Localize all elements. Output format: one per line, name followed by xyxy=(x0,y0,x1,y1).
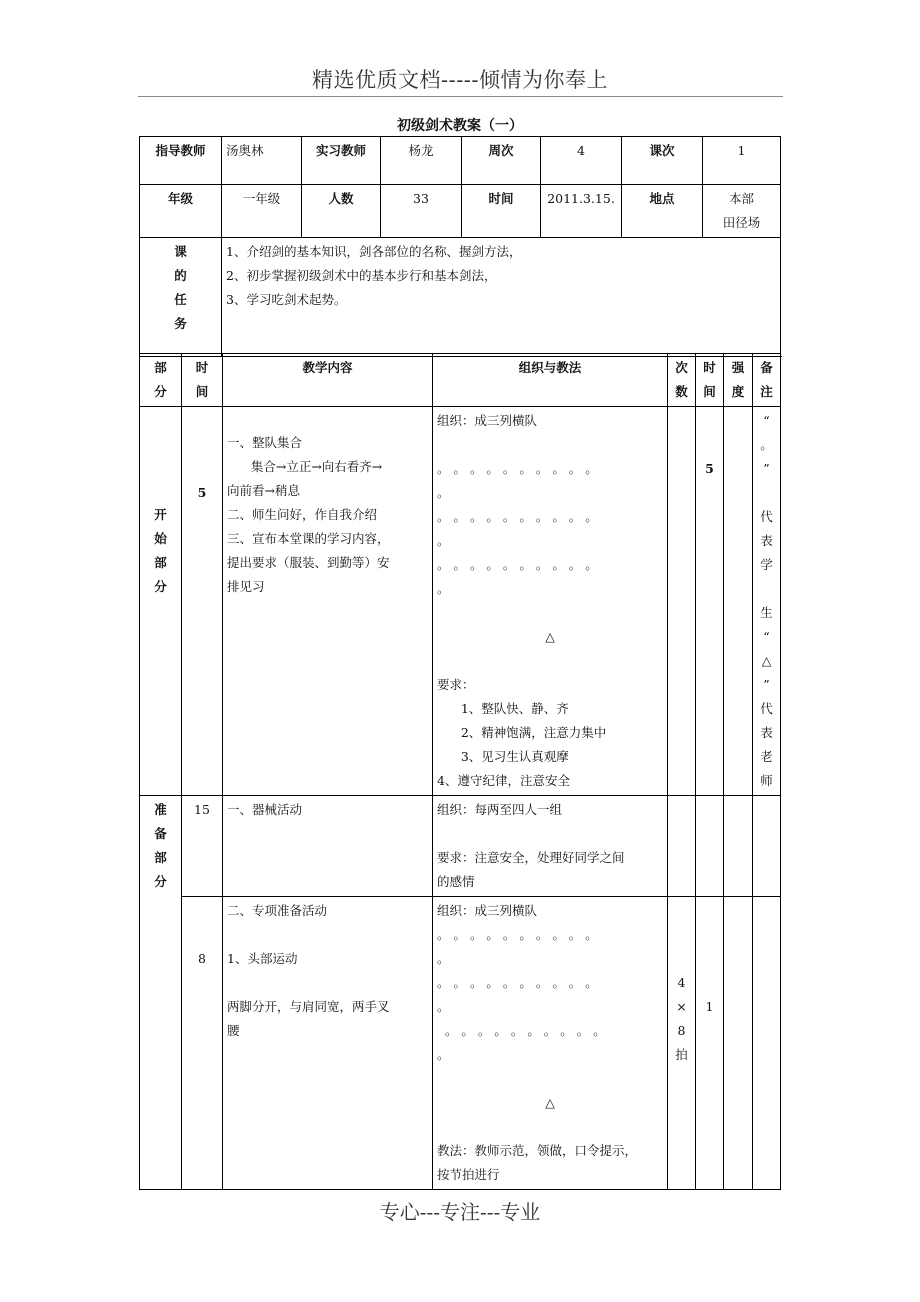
start-time: 5 xyxy=(182,407,223,796)
prep1-time: 15 xyxy=(182,796,223,897)
place-value xyxy=(703,185,781,238)
start-notes: “ 。 ” 代 表 学 生 “ △ ” 代 表 老 师 xyxy=(753,407,781,796)
info-table xyxy=(139,136,781,357)
col-intensity: 强 度 xyxy=(724,354,753,407)
prep1-content: 一、器械活动 xyxy=(223,796,433,897)
prep2-notes xyxy=(753,897,781,1190)
time-label: 时间 xyxy=(462,185,541,238)
task-item: 3、学习吃剑术起势。 xyxy=(226,292,347,307)
prep1-reps xyxy=(668,796,696,897)
student-dots: 。 。 。 。 。 。 。 。 。 。 xyxy=(437,557,598,572)
col-reps: 次 数 xyxy=(668,354,696,407)
count-label: 人数 xyxy=(302,185,381,238)
tasks-content xyxy=(222,238,781,357)
week-label: 周次 xyxy=(462,137,541,185)
student-dots: 。 。 。 。 。 。 。 。 。 。 xyxy=(437,461,598,476)
page-footer: 专心---专注---专业 xyxy=(379,1200,541,1224)
student-dots: 。 。 。 。 。 。 。 。 。 。 xyxy=(437,927,598,942)
prep2-time: 8 xyxy=(182,897,223,1190)
page-title: 初级剑术教案（一） xyxy=(397,118,523,134)
prep1-method: 组织：每两至四人一组 要求：注意安全，处理好同学之间 的感情 xyxy=(433,796,668,897)
header-rule xyxy=(138,96,783,97)
col-content: 教学内容 xyxy=(223,354,433,407)
tasks-label: 课 的 任 务 xyxy=(140,238,222,357)
start-reps xyxy=(668,407,696,796)
start-part-label: 开 始 部 分 xyxy=(140,407,182,796)
prep1-duration xyxy=(696,796,724,897)
start-method: 组织：成三列横队 。 。 。 。 。 。 。 。 。 。 。 。 。 。 。 。 。 。 。 。 。 。 。 。 。 。 。 。 。 。 。 。 。 △ 要求： 1、整队快、静、齐 2、精神饱满，注意力集中 3、见习生认真观摩 4、遵守纪律，注意安全 xyxy=(433,407,668,796)
page-header: 精选优质文档-----倾情为你奉上 xyxy=(312,68,608,92)
prep2-reps: 4 × 8 拍 xyxy=(668,897,696,1190)
teacher-value: 汤奥林 xyxy=(222,137,302,185)
student-dots: 。 。 。 。 。 。 。 。 。 。 xyxy=(437,1023,606,1038)
teacher-label: 指导教师 xyxy=(140,137,222,185)
week-value: 4 xyxy=(541,137,622,185)
lesson-label: 课次 xyxy=(622,137,703,185)
intern-label: 实习教师 xyxy=(302,137,381,185)
student-dots: 。 。 。 。 。 。 。 。 。 。 xyxy=(437,975,598,990)
start-duration: 5 xyxy=(696,407,724,796)
col-duration: 时 间 xyxy=(696,354,724,407)
date-value: 2011.3.15. xyxy=(541,185,622,238)
start-content: 一、整队集合 集合→立正→向右看齐→ 向前看→稍息 二、师生问好，作自我介绍 三、宣布本堂课的学习内容， 提出要求（服装、到勤等）安 排见习 xyxy=(223,407,433,796)
grade-label: 年级 xyxy=(140,185,222,238)
teacher-triangle: △ xyxy=(545,629,555,644)
col-notes: 备 注 xyxy=(753,354,781,407)
col-method: 组织与教法 xyxy=(433,354,668,407)
prep2-method: 组织：成三列横队 。 。 。 。 。 。 。 。 。 。 。 。 。 。 。 。 。 。 。 。 。 。 。 。 。 。 。 。 。 。 。 。 。 △ 教法：教师示范，领做，口令提示， 按节拍进行 xyxy=(433,897,668,1190)
task-item: 1、介绍剑的基本知识，剑各部位的名称、握剑方法， xyxy=(226,244,522,259)
place-label: 地点 xyxy=(622,185,703,238)
prep2-content: 二、专项准备活动 1、头部运动 两脚分开，与肩同宽，两手叉 腰 xyxy=(223,897,433,1190)
grade-value: 一年级 xyxy=(222,185,302,238)
count-value: 33 xyxy=(381,185,462,238)
task-item: 2、初步掌握初级剑术中的基本步行和基本剑法， xyxy=(226,268,497,283)
start-intensity xyxy=(724,407,753,796)
teacher-triangle: △ xyxy=(545,1095,555,1110)
student-dots: 。 。 。 。 。 。 。 。 。 。 xyxy=(437,509,598,524)
prep2-intensity xyxy=(724,897,753,1190)
lesson-table xyxy=(139,353,781,1190)
prep-part-label: 准 备 部 分 xyxy=(140,796,182,1190)
prep1-notes xyxy=(753,796,781,897)
place-line1: 本部 xyxy=(728,191,754,206)
col-part: 部 分 xyxy=(140,354,182,407)
col-time: 时 间 xyxy=(182,354,223,407)
place-line2: 田径场 xyxy=(722,215,761,230)
prep2-duration: 1 xyxy=(696,897,724,1190)
prep1-intensity xyxy=(724,796,753,897)
lesson-value: 1 xyxy=(703,137,781,185)
intern-value: 杨龙 xyxy=(381,137,462,185)
